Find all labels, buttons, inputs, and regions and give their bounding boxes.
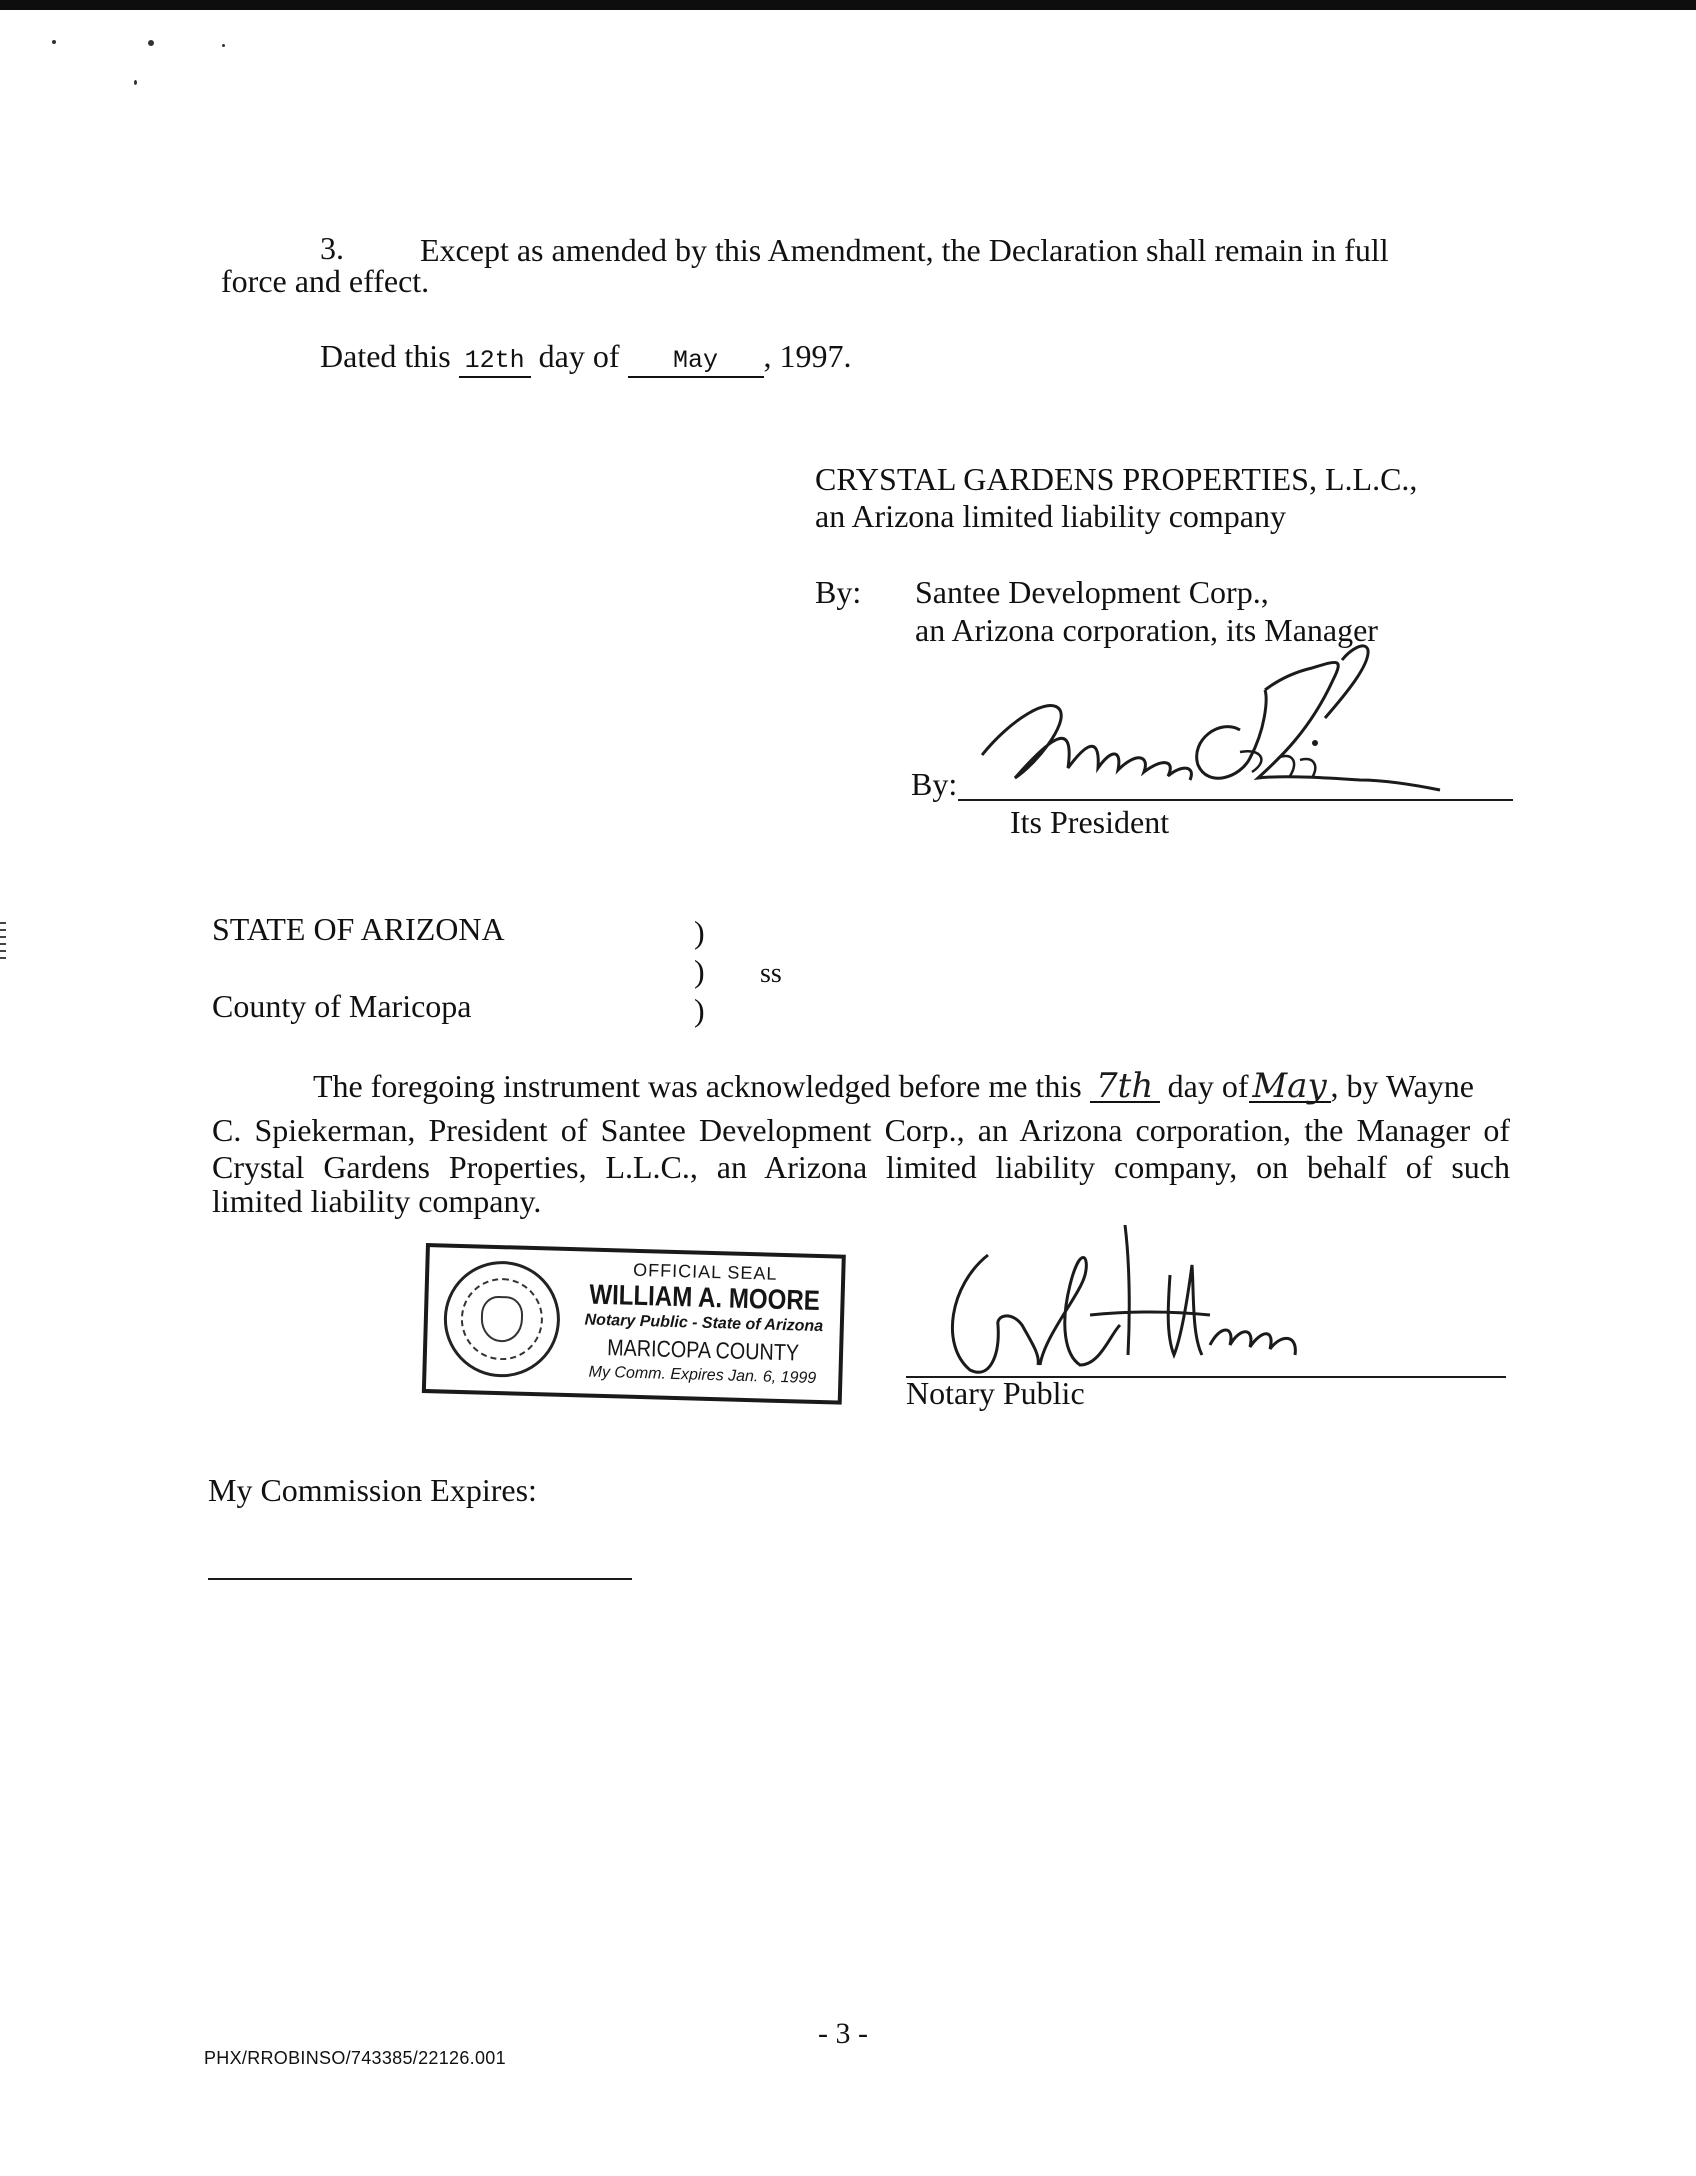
seal-county: MARICOPA COUNTY [606, 1334, 800, 1366]
acknowledgment-line-1 [313, 1068, 1474, 1104]
dated-line [320, 338, 852, 378]
arizona-state-seal-icon [442, 1260, 561, 1379]
acknowledgment-line-3: Crystal Gardens Properties, L.L.C., an Arizona limited liability company, on behalf of such [212, 1149, 1510, 1185]
venue-bracket: ) [694, 953, 705, 989]
acknowledgment-line-4: limited liability company. [212, 1183, 542, 1219]
document-identifier: PHX/RROBINSO/743385/22126.001 [204, 2048, 506, 2068]
scan-margin-marks [0, 922, 6, 1022]
paragraph-3-line-2: force and effect. [221, 263, 430, 299]
venue-ss: ss [760, 958, 782, 989]
dated-day: 12th [459, 346, 531, 378]
by-label-2: By: [911, 766, 958, 802]
company-description: an Arizona limited liability company [815, 498, 1286, 534]
dated-middle: day of [538, 338, 620, 374]
commission-label: My Commission Expires: [208, 1472, 537, 1508]
acknowledgment-day-of: day of [1167, 1068, 1249, 1104]
signature-line [958, 799, 1513, 801]
paragraph-3-line-1: Except as amended by this Amendment, the Declaration shall remain in full [420, 232, 1389, 268]
scan-speck [134, 80, 137, 85]
by-label: By: [815, 574, 862, 610]
notary-signature [930, 1215, 1350, 1395]
dated-prefix: Dated this [320, 338, 451, 374]
venue-bracket: ) [694, 992, 705, 1028]
scan-top-edge [0, 0, 1696, 10]
notary-label: Notary Public [906, 1375, 1085, 1411]
dated-suffix: , 1997. [763, 338, 852, 374]
seal-heading: OFFICIAL SEAL [632, 1259, 778, 1284]
acknowledgment-end: , by Wayne [1330, 1068, 1474, 1104]
paragraph-number: 3. [320, 230, 344, 266]
manager-name: Santee Development Corp., [915, 574, 1269, 610]
scan-speck [222, 44, 225, 47]
acknowledgment-start: The foregoing instrument was acknowledged before me this [313, 1068, 1082, 1104]
dated-month: May [628, 346, 764, 378]
scan-speck [52, 40, 56, 44]
page-number: - 3 - [818, 2017, 868, 2050]
seal-notary-title: Notary Public - State of Arizona [584, 1311, 824, 1336]
venue-state: STATE OF ARIZONA [212, 911, 505, 947]
company-name: CRYSTAL GARDENS PROPERTIES, L.L.C., [815, 461, 1418, 497]
acknowledgment-month: May [1249, 1071, 1331, 1103]
notary-seal-stamp [422, 1243, 846, 1405]
manager-description: an Arizona corporation, its Manager [915, 612, 1378, 648]
acknowledgment-line-2: C. Spiekerman, President of Santee Development Corp., an Arizona corporation, the Manager of [212, 1112, 1510, 1148]
venue-bracket: ) [694, 914, 705, 950]
signatory-title: Its President [1010, 804, 1170, 840]
seal-expiration: My Comm. Expires Jan. 6, 1999 [588, 1363, 817, 1387]
acknowledgment-day: 7th [1090, 1071, 1160, 1103]
seal-notary-name: WILLIAM A. MOORE [588, 1278, 821, 1317]
venue-county: County of Maricopa [212, 988, 472, 1024]
commission-expiration-blank [208, 1578, 632, 1580]
scan-speck [148, 40, 154, 46]
